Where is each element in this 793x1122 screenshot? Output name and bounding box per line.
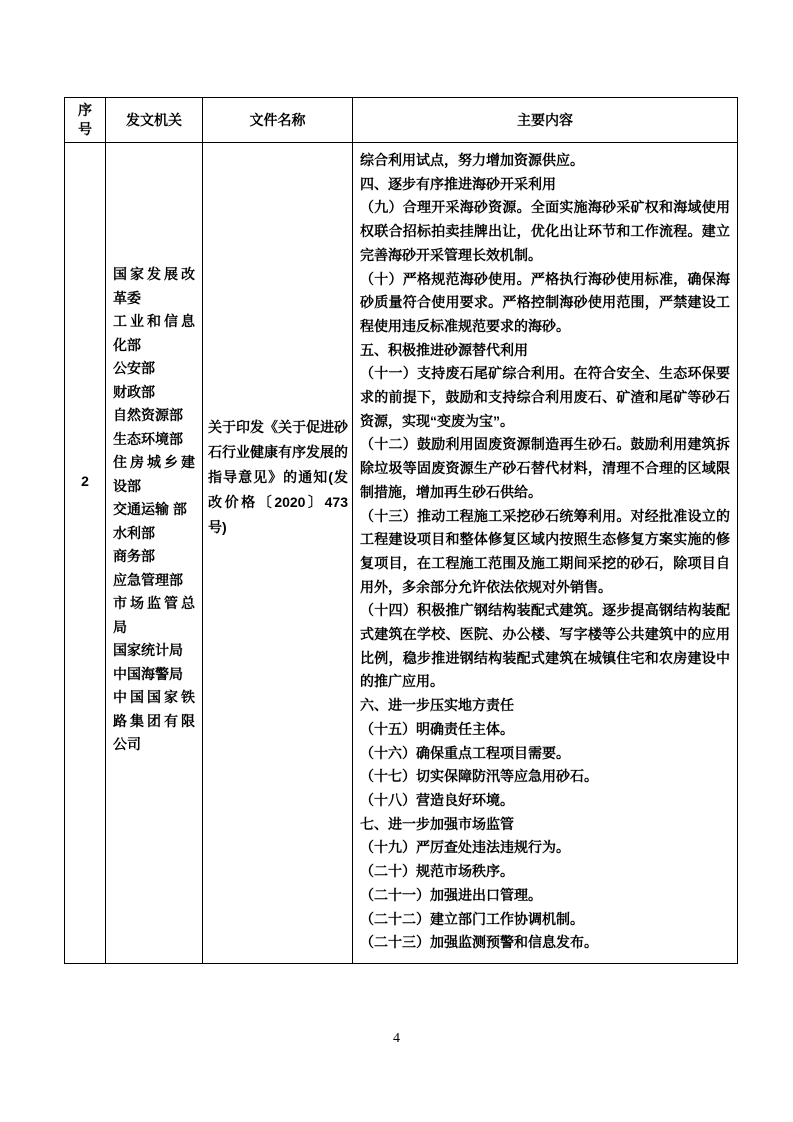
agency-name: 公安部 [113,360,155,376]
content-paragraph: （二十三）加强监测预警和信息发布。 [360,934,598,951]
header-main-content: 主要内容 [352,98,737,142]
agency-name: 住房城乡建设部 [113,454,195,494]
content-paragraph: 六、进一步压实地方责任 [360,697,514,714]
content-paragraph: （十八）营造良好环境。 [360,791,514,808]
content-paragraph: （二十）规范市场秩序。 [360,863,514,880]
agency-name: 应急管理部 [113,571,183,588]
agency-name: 国家发展改革委 [113,266,195,306]
content-paragraph: 四、逐步有序推进海砂开采利用 [360,175,556,192]
agency-name: 自然资源部 [113,407,183,423]
header-agency: 发文机关 [105,98,202,142]
agency-name: 水利部 [113,524,155,541]
agency-name: 商务部 [113,548,155,564]
page-number: 4 [393,1031,400,1046]
agency-name: 生态环境部 [113,430,183,447]
content-paragraph: （十四）积极推广钢结构装配式建筑。逐步提高钢结构装配式建筑在学校、医院、办公楼、写字楼等公共建筑中的应用比例，稳步推进钢结构装配式建筑在城镇住宅和农房建设中的推广应用。 [360,602,730,690]
agency-name: 工业和信息化部 [113,313,195,353]
agency-name: 中国海警局 [113,665,183,682]
agency-name: 市场监管总局 [113,595,195,635]
content-paragraph: （九）合理开采海砂资源。全面实施海砂采矿权和海域使用权联合招标拍卖挂牌出让，优化出让环节和工作流程。建立完善海砂开采管理长效机制。 [360,199,730,263]
agency-name: 国家统计局 [113,642,183,658]
agency-name: 财政部 [113,383,155,400]
agency-name: 中国国家铁路集团有限公司 [113,689,195,752]
content-paragraph: 综合利用试点，努力增加资源供应。 [360,152,584,168]
seq-number: 2 [81,473,89,489]
content-paragraph: （十二）鼓励利用固废资源制造再生砂石。鼓励利用建筑拆除垃圾等固废资源生产砂石替代材料，清理不合理的区域限制措施，增加再生砂石供给。 [360,436,730,500]
agency-list [105,143,202,963]
content-paragraph: 七、进一步加强市场监管 [360,815,514,832]
table-header-row [65,98,737,143]
content-paragraph: （十九）严厉查处违法违规行为。 [360,839,570,856]
content-paragraph: （十）严格规范海砂使用。严格执行海砂使用标准，确保海砂质量符合使用要求。严格控制海砂使用范围，严禁建设工程使用违反标准规范要求的海砂。 [360,270,730,334]
content-paragraph: （二十二）建立部门工作协调机制。 [360,910,584,927]
content-paragraph: （十三）推动工程施工采挖砂石统筹利用。对经批准设立的工程建设项目和整体修复区域内按照生态修复方案实施的修复项目，在工程施工范围及施工期间采挖的砂石，除项目自用外，多余部分允许依法依规对外销售。 [360,507,730,595]
main-content [352,143,737,963]
doc-title: 关于印发《关于促进砂石行业健康有序发展的指导意见》的通知(发改价格〔2020〕473号) [202,143,352,963]
content-paragraph: （十六）确保重点工程项目需要。 [360,744,570,761]
content-paragraph: 五、积极推进砂源替代利用 [360,341,528,358]
agency-name: 交通运输 部 [113,501,187,517]
policy-table [64,97,738,964]
table-row [65,143,737,963]
content-paragraph: （二十一）加强进出口管理。 [360,886,542,903]
header-doc-name: 文件名称 [202,98,352,142]
content-paragraph: （十五）明确责任主体。 [360,720,514,737]
content-paragraph: （十七）切实保障防汛等应急用砂石。 [360,768,598,785]
content-paragraph: （十一）支持废石尾矿综合利用。在符合安全、生态环保要求的前提下，鼓励和支持综合利用废石、矿渣和尾矿等砂石资源，实现“变废为宝”。 [360,365,730,429]
header-seq: 序号 [78,102,92,137]
